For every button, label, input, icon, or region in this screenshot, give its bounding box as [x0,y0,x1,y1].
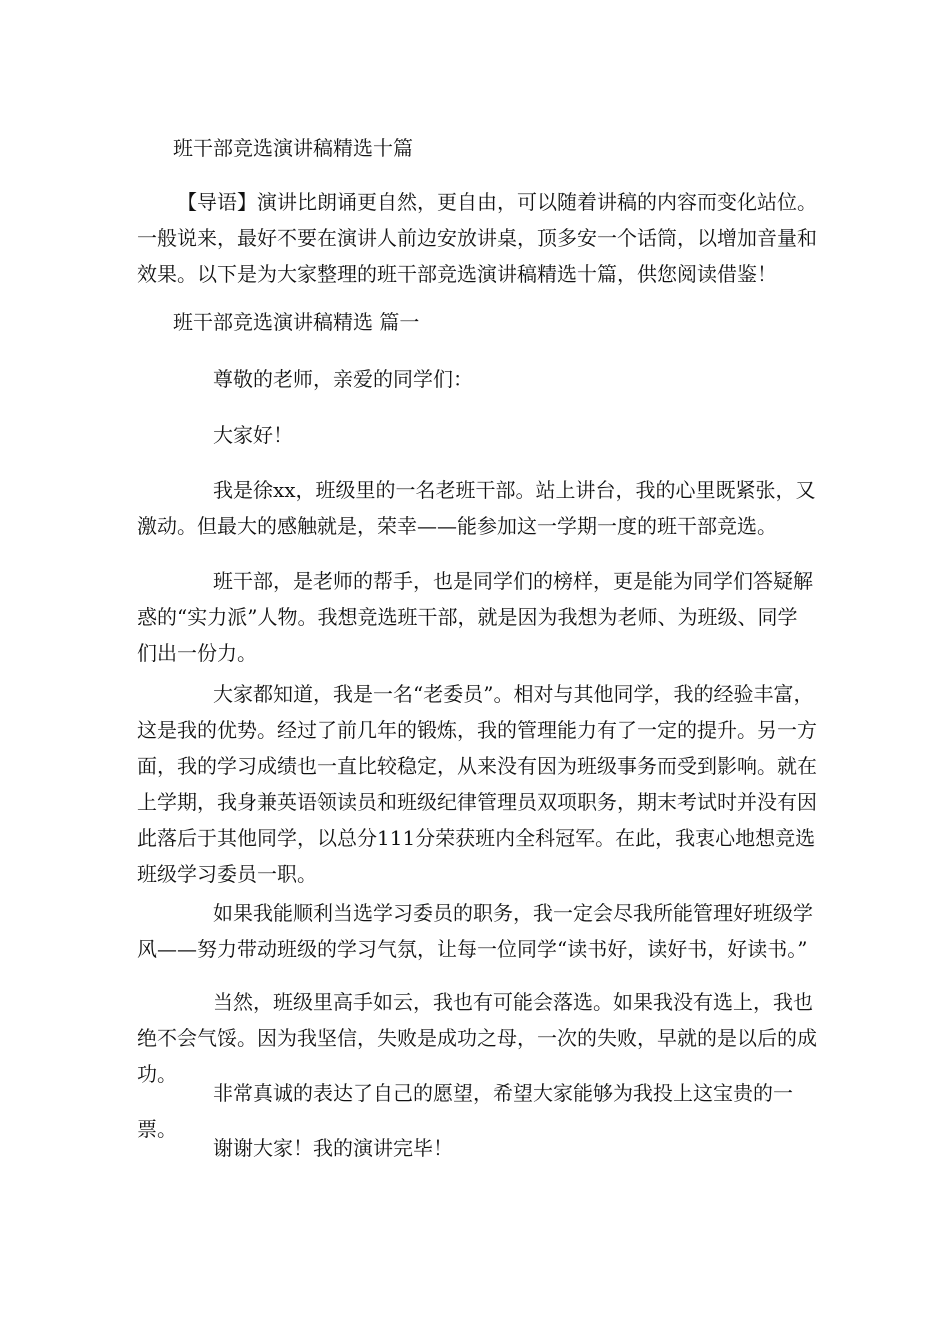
paragraph-2: 班干部，是老师的帮手，也是同学们的榜样，更是能为同学们答疑解惑的“实力派”人物。我想竞选班干部，就是因为我想为老师、为班级、同学们出一份力。 [137,569,813,665]
document-title: 班干部竞选演讲稿精选十篇 [173,136,413,160]
greeting: 大家好！ [213,423,293,447]
intro-paragraph: 【导语】演讲比朗诵更自然，更自由，可以随着讲稿的内容而变化站位。一般说来，最好不要在演讲人前边安放讲桌，顶多安一个话筒，以增加音量和效果。以下是为大家整理的班干部竞选演讲稿精选十篇，供您阅读借鉴！ [137,190,817,286]
paragraph-5: 当然，班级里高手如云，我也有可能会落选。如果我没有选上，我也绝不会气馁。因为我坚信，失败是成功之母，一次的失败，早就的是以后的成功。 [137,990,817,1086]
paragraph-6: 非常真诚的表达了自己的愿望，希望大家能够为我投上这宝贵的一票。 [137,1081,793,1141]
paragraph-1: 我是徐xx，班级里的一名老班干部。站上讲台，我的心里既紧张，又激动。但最大的感触就是，荣幸——能参加这一学期一度的班干部竞选。 [137,478,816,538]
paragraph-4: 如果我能顺利当选学习委员的职务，我一定会尽我所能管理好班级学风——努力带动班级的学习气氛，让每一位同学“读书好，读好书，好读书。” [137,901,813,961]
section-heading: 班干部竞选演讲稿精选 篇一 [173,310,420,334]
closing: 谢谢大家！我的演讲完毕！ [213,1136,453,1160]
salutation: 尊敬的老师，亲爱的同学们： [213,367,473,391]
paragraph-3: 大家都知道，我是一名“老委员”。相对与其他同学，我的经验丰富，这是我的优势。经过了前几年的锻炼，我的管理能力有了一定的提升。另一方面，我的学习成绩也一直比较稳定，从来没有因为班级事务而受到影响。就在上学期，我身兼英语领读员和班级纪律管理员双项职务，期末考试时并没有因此落后于其他同学，以总分111分荣获班内全科冠军。在此，我衷心地想竞选班级学习委员一职。 [137,682,817,886]
